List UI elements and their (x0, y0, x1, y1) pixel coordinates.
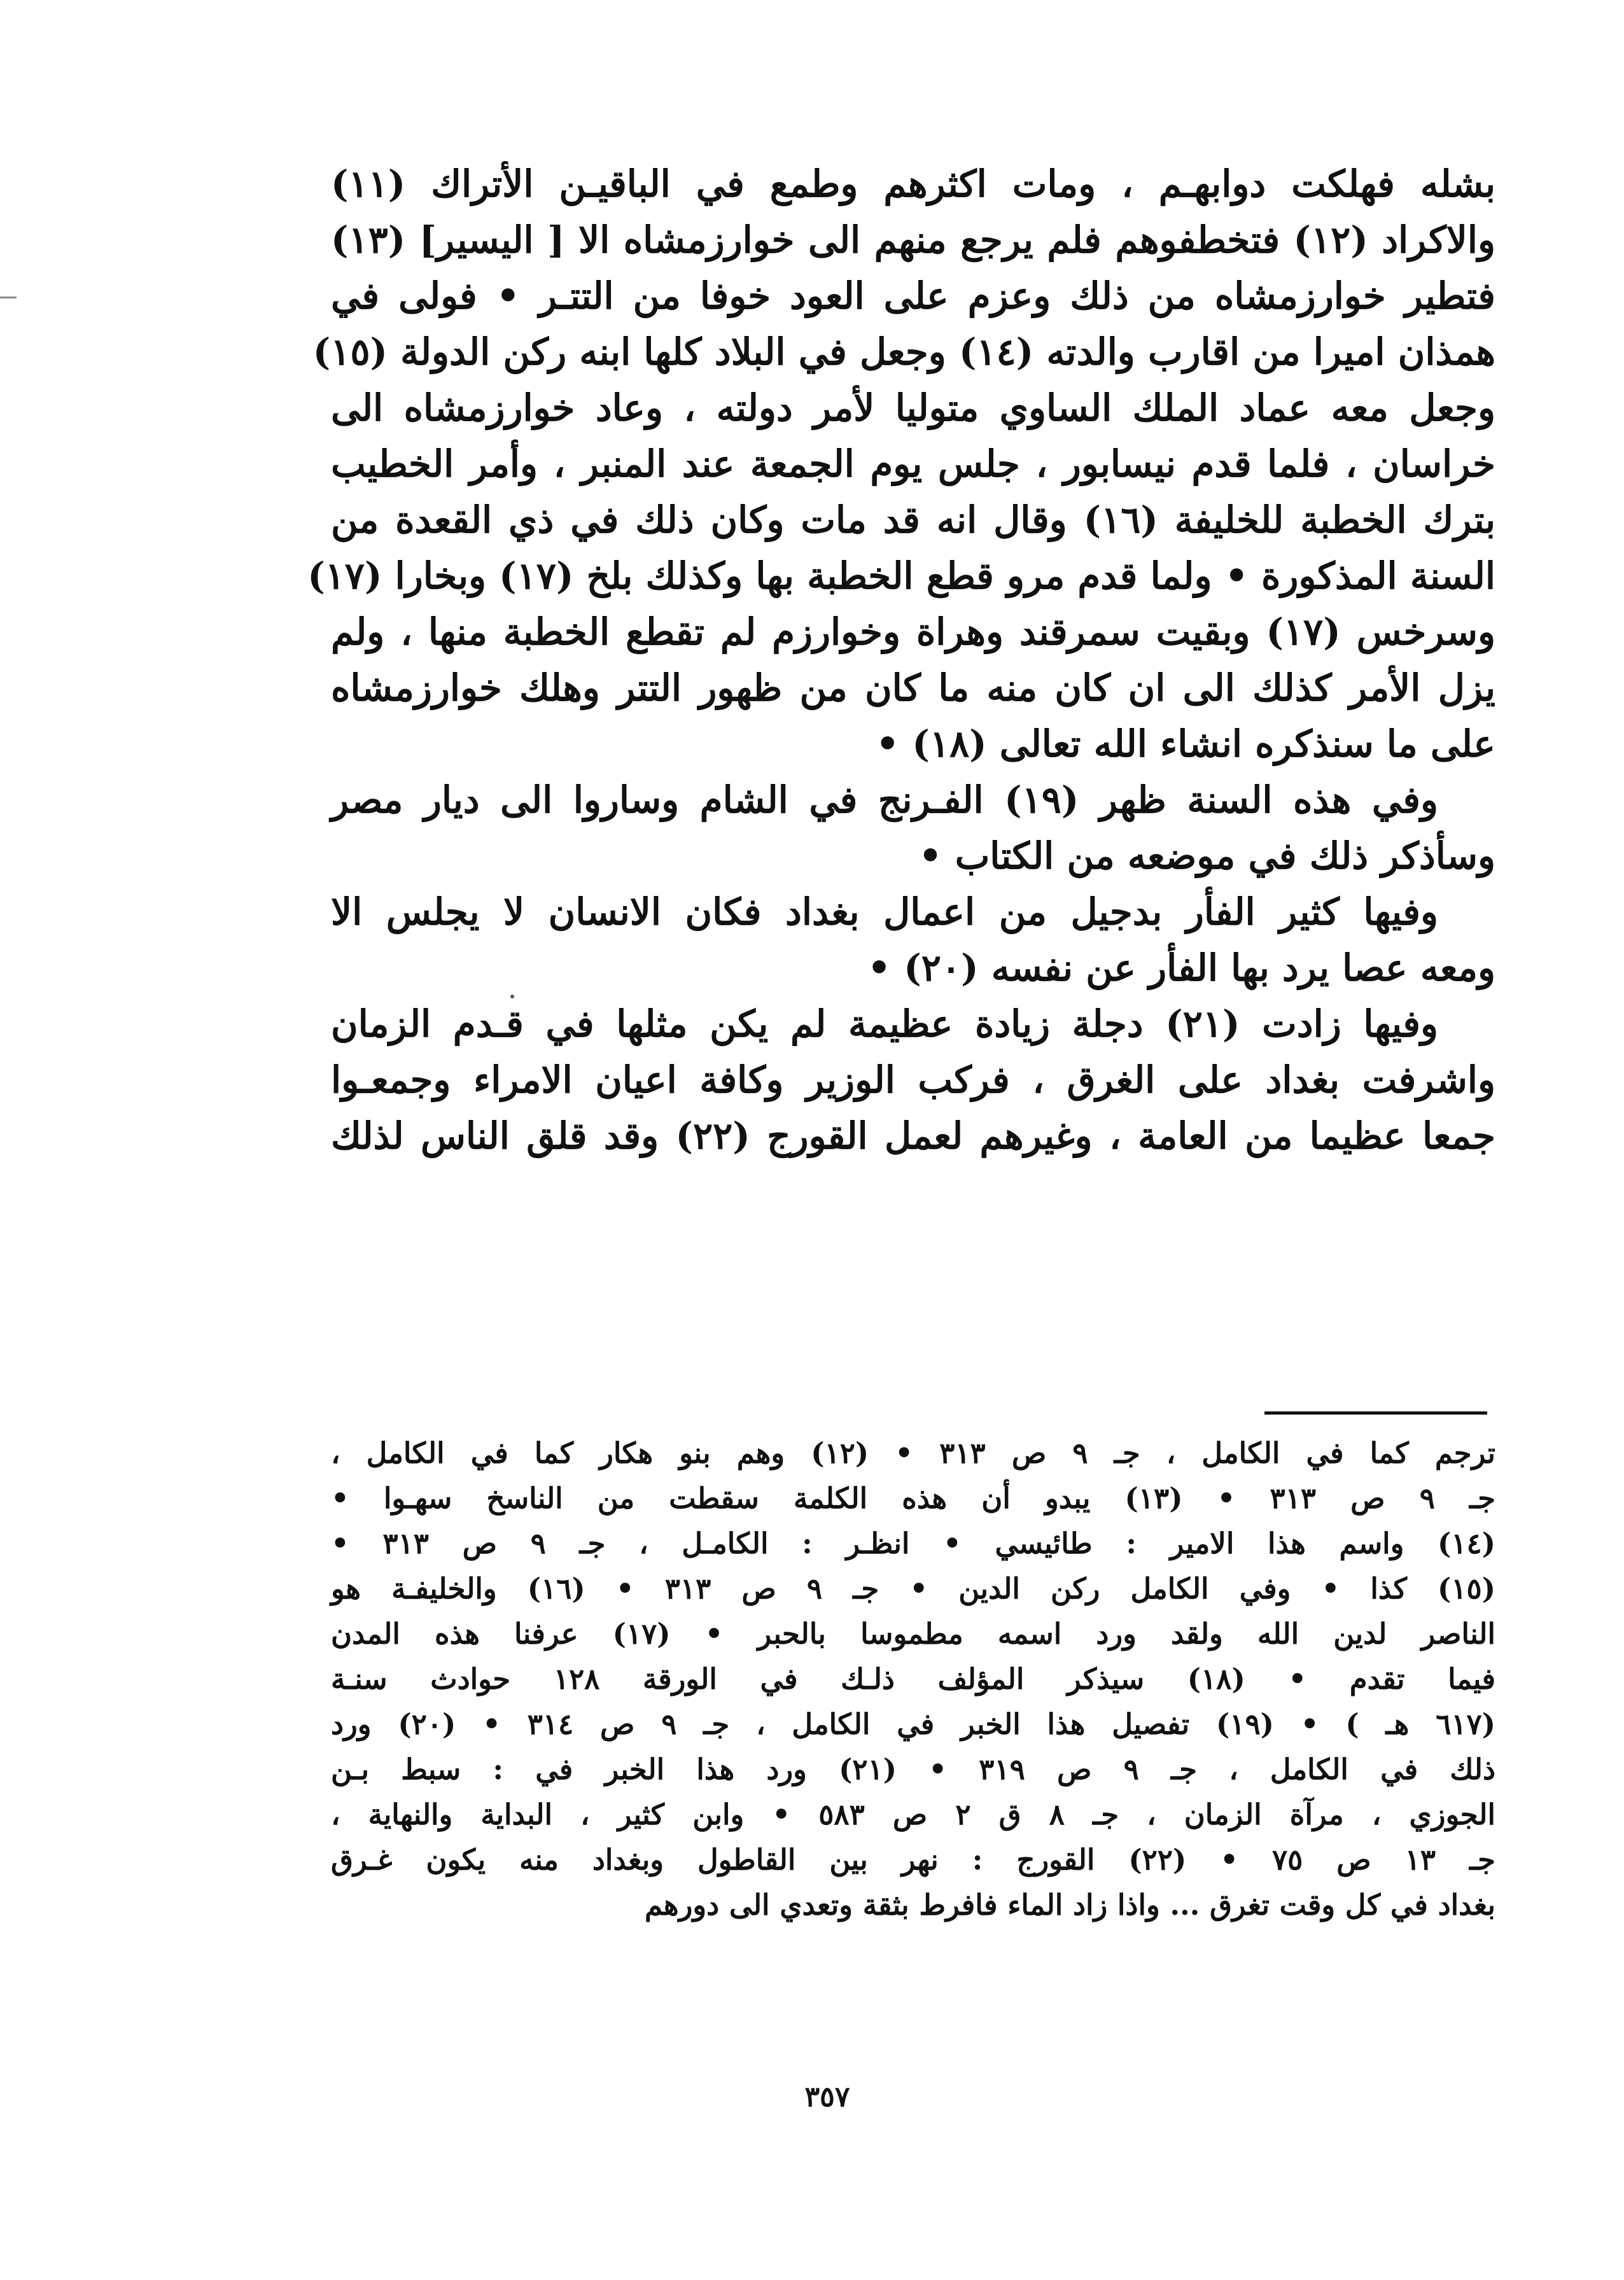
footnotes (331, 1430, 1495, 1927)
body-line: ومعه عصا يرد بها الفأر عن نفسه (٢٠) • (867, 946, 1495, 990)
body-line: وفيها زادت (٢١) دجلة زيادة عظيمة لم يكن مثلها في قـدم الزمان (331, 1002, 1438, 1046)
footnote-line: جـ ٩ ص ٣١٣ • (١٣) يبدو أن هذه الكلمة سقطت من الناسخ سهـوا • (331, 1481, 1496, 1515)
body-line: وسأذكر ذلك في موضعه من الكتاب • (918, 834, 1495, 878)
body-line: السنة المذكورة • ولما قدم مرو قطع الخطبة بها وكذلك بلخ (١٧) وبخارا (١٧) (307, 554, 1495, 598)
body-line: والاكراد (١٢) فتخطفوهم فلم يرجع منهم الى خوارزمشاه الا [ اليسير] (١٣) (331, 218, 1495, 262)
body-line: جمعا عظيما من العامة ، وغيرهم لعمل القورج (٢٢) وقد قلق الناس لذلك (331, 1114, 1495, 1157)
body-line: بترك الخطبة للخليفة (١٦) وقال انه قد مات وكان ذلك في ذي القعدة من (331, 498, 1496, 542)
body-line: وفيها كثير الفأر بدجيل من اعمال بغداد فكان الانسان لا يجلس الا (331, 890, 1438, 934)
body-line: يزل الأمر كذلك الى ان كان منه ما كان من ظهور التتر وهلك خوارزمشاه (331, 666, 1495, 710)
main-body-text (307, 156, 1496, 1164)
footnote-line: ذلك في الكامل ، جـ ٩ ص ٣١٩ • (٢١) ورد هذا الخبر في : سبط بـن (331, 1752, 1496, 1786)
body-line: فتطير خوارزمشاه من ذلك وعزم على العود خوفا من التتـر • فولى في (331, 274, 1495, 318)
body-line: بشله فهلكت دوابهـم ، ومات اكثرهم وطمع في الباقيـن الأتراك (١١) (331, 162, 1495, 206)
body-line: وفي هذه السنة ظهر (١٩) الفـرنج في الشام وساروا الى ديار مصر (331, 778, 1438, 822)
footnote-line: ترجم كما في الكامل ، جـ ٩ ص ٣١٣ • (١٢) وهم بنو هكار كما في الكامل ، (331, 1436, 1495, 1470)
footnote-line: الناصر لدين الله ولقد ورد اسمه مطموسا بالحبر • (١٧) عرفنا هذه المدن (331, 1617, 1495, 1651)
footnote-line: فيما تقدم • (١٨) سيذكر المؤلف ذلـك في الورقة ١٢٨ حوادث سنـة (331, 1662, 1495, 1696)
footnote-separator (1264, 1411, 1487, 1415)
body-line: واشرفت بغداد على الغرق ، فركب الوزير وكافة اعيان الامراء وجمعـوا (331, 1058, 1495, 1102)
body-line: همذان اميرا من اقارب والدته (١٤) وجعل في البلاد كلها ابنه ركن الدولة (١٥) (312, 330, 1495, 374)
page-number: ٣٥٧ (804, 2081, 850, 2113)
footnote-line: الجوزي ، مرآة الزمان ، جـ ٨ ق ٢ ص ٥٨٣ • وابن كثير ، البداية والنهاية ، (331, 1798, 1496, 1831)
body-line: على ما سنذكره انشاء الله تعالى (١٨) • (876, 722, 1495, 766)
body-line: خراسان ، فلما قدم نيسابور ، جلس يوم الجمعة عند المنبر ، وأمر الخطيب (331, 442, 1495, 486)
footnote-line: بغداد في كل وقت تغرق ... واذا زاد الماء فافرط بثقة وتعدي الى دورهم (644, 1888, 1495, 1922)
body-line: وسرخس (١٧) وبقيت سمرقند وهراة وخوارزم لم تقطع الخطبة منها ، ولم (331, 610, 1495, 654)
footnote-line: (١٥) كذا • وفي الكامل ركن الدين • جـ ٩ ص ٣١٣ • (١٦) والخليفـة هو (331, 1572, 1495, 1605)
footnote-line: (١٤) واسم هذا الامير : طائيسي • انظـر : الكامـل ، جـ ٩ ص ٣١٣ • (331, 1527, 1495, 1560)
footnote-line: (٦١٧ هـ ) • (١٩) تفصيل هذا الخبر في الكامل ، جـ ٩ ص ٣١٤ • (٢٠) ورد (331, 1707, 1495, 1741)
footnote-line: جـ ١٣ ص ٧٥ • (٢٢) القورج : نهر بين القاطول وبغداد منه يكون غـرق (331, 1843, 1495, 1877)
scan-edge-mark (0, 297, 17, 298)
body-line: وجعل معه عماد الملك الساوي متوليا لأمر دولته ، وعاد خوارزمشاه الى (331, 386, 1495, 430)
